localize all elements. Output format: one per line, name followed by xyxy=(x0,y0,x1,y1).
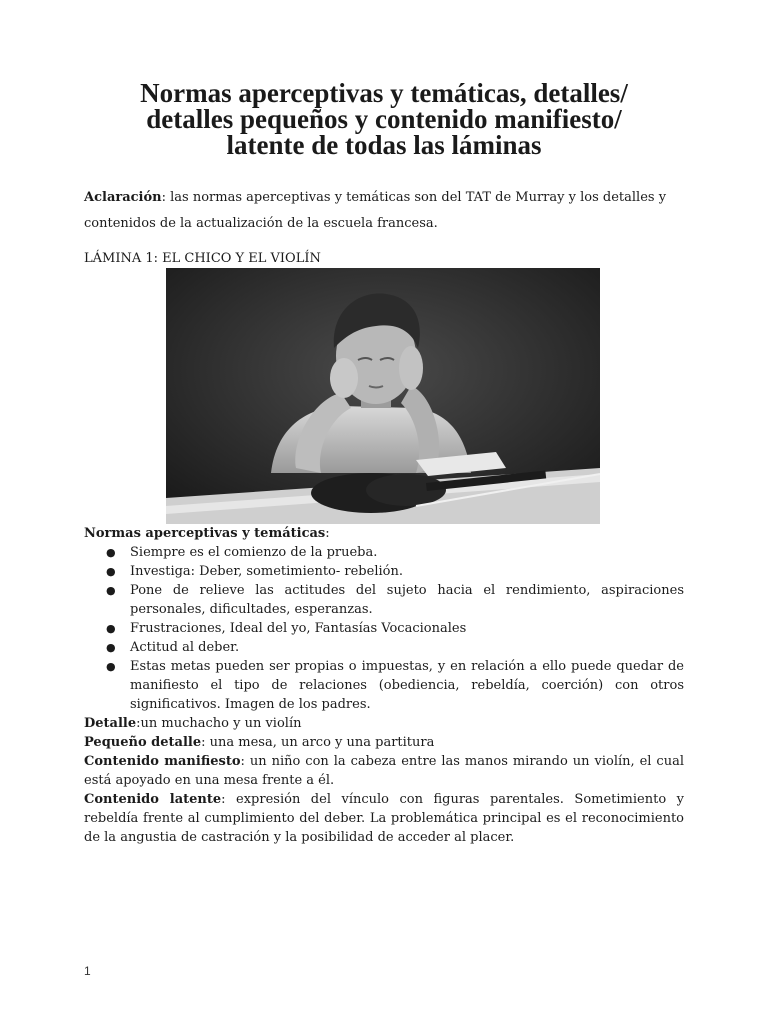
definitions-block xyxy=(84,714,684,847)
bullet-icon: ● xyxy=(106,546,116,559)
list-item-text: Actitud al deber. xyxy=(130,640,240,655)
contenido-latente-label: Contenido latente xyxy=(84,792,222,807)
title-line-2: detalles pequeños y contenido manifiesto/ xyxy=(146,104,622,134)
normas-label: Normas aperceptivas y temáticas xyxy=(84,526,326,541)
detalle-paragraph xyxy=(84,714,684,733)
list-item xyxy=(84,581,684,619)
list-item xyxy=(84,543,684,562)
detalle-text: :un muchacho y un violín xyxy=(136,716,302,731)
contenido-manifiesto-text: : un niño con la cabeza entre las manos mirando un violín, el cual está apoyado en una mesa frente a él. xyxy=(84,754,684,788)
list-item-text: Pone de relieve las actitudes del sujeto hacia el rendimiento, aspiraciones personales, dificultades, esperanzas. xyxy=(130,583,684,617)
contenido-manifiesto-label: Contenido manifiesto xyxy=(84,754,241,769)
normas-list xyxy=(84,543,684,714)
normas-colon: : xyxy=(325,526,330,541)
aclaracion-label: Aclaración xyxy=(84,190,162,205)
aclaracion-text: : las normas aperceptivas y temáticas son del TAT de Murray y los detalles y contenidos de la actualización de la escuela francesa. xyxy=(84,190,667,231)
list-item-text: Investiga: Deber, sometimiento- rebelión. xyxy=(130,564,403,579)
bullet-icon: ● xyxy=(106,660,116,673)
pequeno-detalle-text: : una mesa, un arco y una partitura xyxy=(201,735,435,750)
bullet-icon: ● xyxy=(106,565,116,578)
boy-violin-photo xyxy=(166,268,600,524)
detalle-label: Detalle xyxy=(84,716,137,731)
list-item xyxy=(84,657,684,714)
lamina-heading: LÁMINA 1: EL CHICO Y EL VIOLÍN xyxy=(84,251,321,266)
page-title xyxy=(84,80,684,158)
list-item-text: Frustraciones, Ideal del yo, Fantasías Vocacionales xyxy=(130,621,467,636)
contenido-manifiesto-paragraph xyxy=(84,752,684,790)
list-item-text: Siempre es el comienzo de la prueba. xyxy=(130,545,378,560)
aclaracion-paragraph xyxy=(84,185,684,237)
list-item-text: Estas metas pueden ser propias o impuestas, y en relación a ello puede quedar de manifiesto el tipo de relaciones (obediencia, rebeldía, coerción) con otros significativos. Imagen de los padres. xyxy=(130,659,684,712)
pequeno-detalle-label: Pequeño detalle xyxy=(84,735,202,750)
list-item xyxy=(84,619,684,638)
pequeno-detalle-paragraph xyxy=(84,733,684,752)
bullet-icon: ● xyxy=(106,622,116,635)
contenido-latente-paragraph xyxy=(84,790,684,847)
normas-heading xyxy=(84,525,330,543)
boy-violin-illustration xyxy=(166,268,600,524)
bullet-icon: ● xyxy=(106,584,116,597)
list-item xyxy=(84,638,684,657)
page-number: 1 xyxy=(84,964,91,978)
list-item xyxy=(84,562,684,581)
bullet-icon: ● xyxy=(106,641,116,654)
title-line-1: Normas aperceptivas y temáticas, detalles/ xyxy=(140,78,628,108)
contenido-latente-text: : expresión del vínculo con figuras parentales. Sometimiento y rebeldía frente al cumplimiento del deber. La problemática principal es el reconocimiento de la angustia de castración y la posibilidad de acceder al placer. xyxy=(84,792,684,845)
title-line-3: latente de todas las láminas xyxy=(226,130,542,160)
